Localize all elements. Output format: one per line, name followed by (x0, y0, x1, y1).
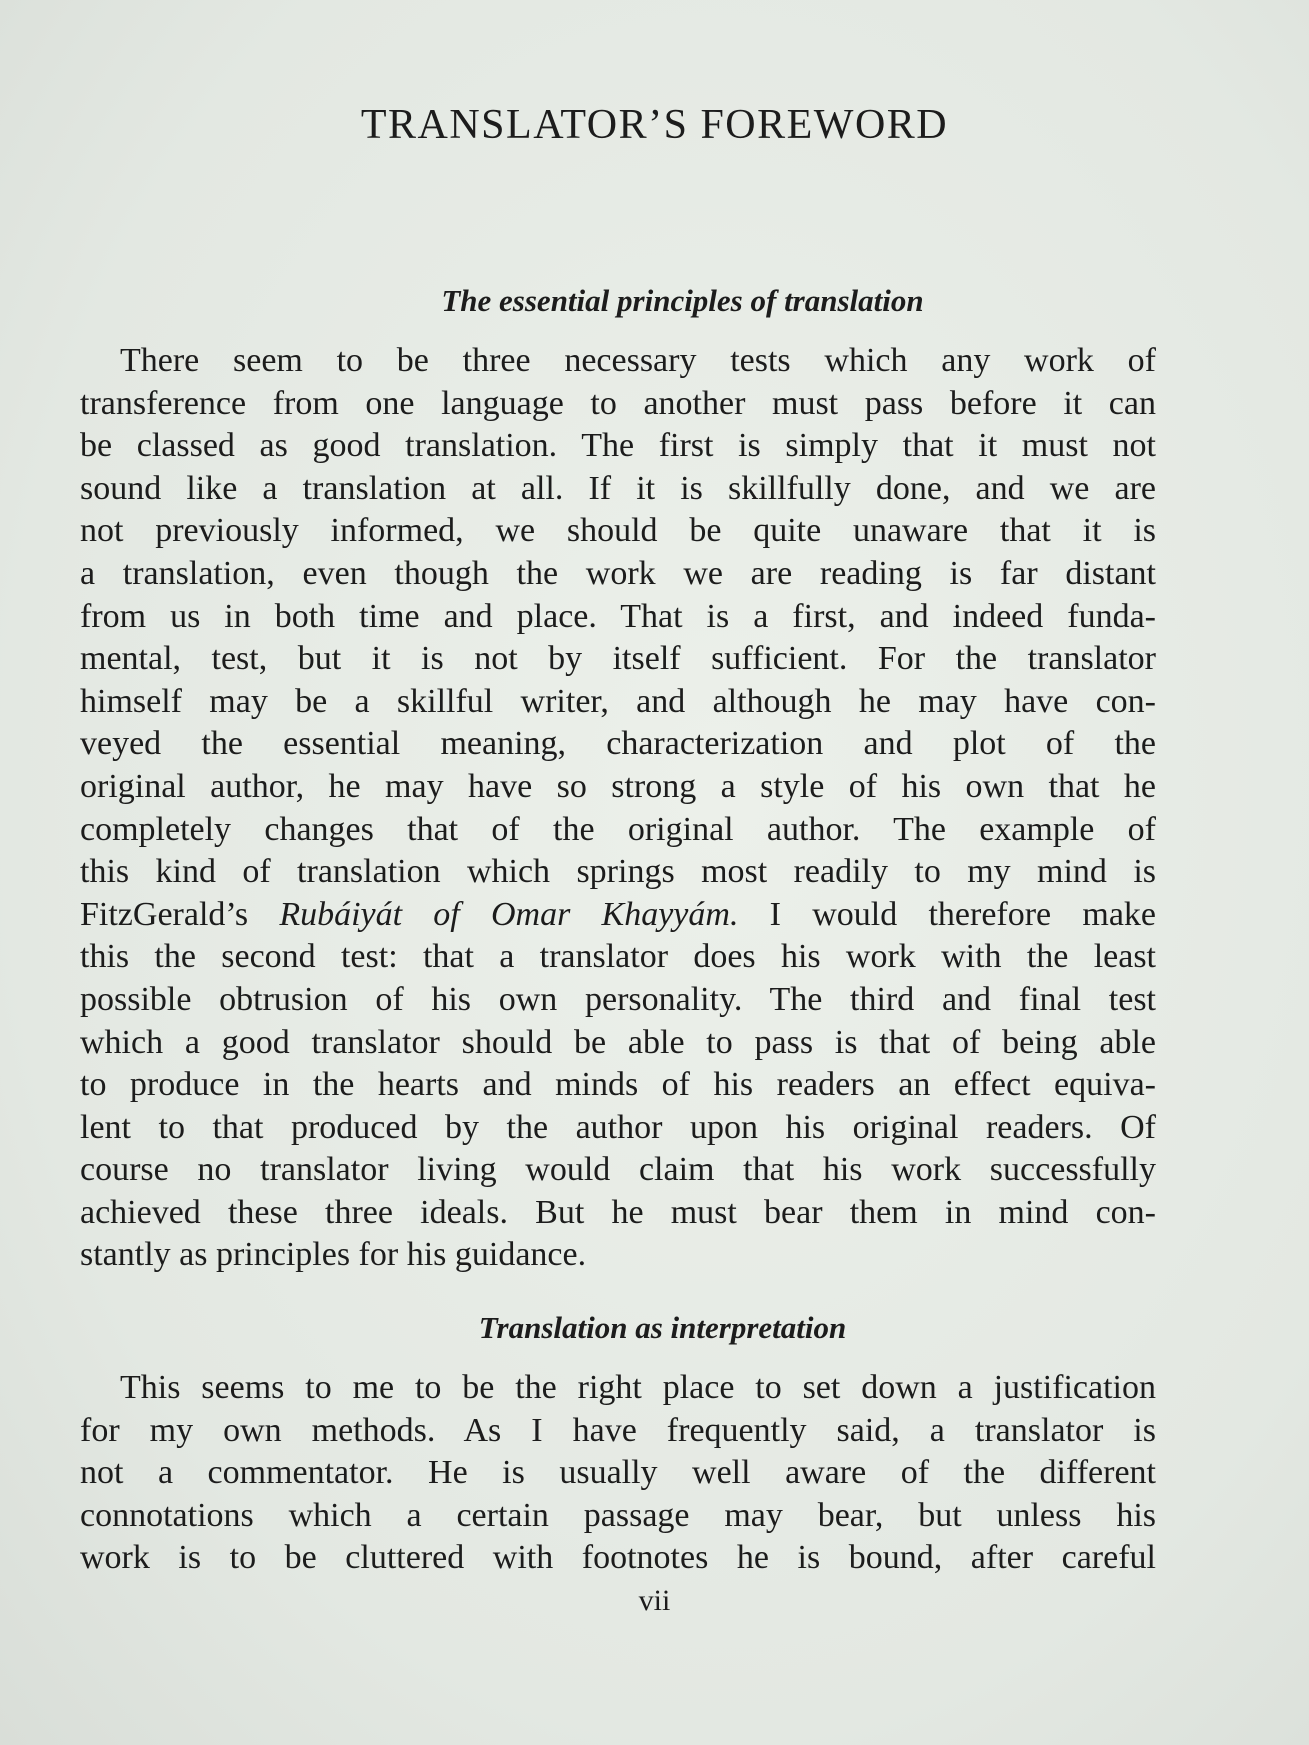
paragraph-principles (80, 340, 1156, 1277)
text-line: himself may be a skillful writer, and although he may have con- (80, 682, 1156, 720)
text-line: for my own methods. As I have frequently said, a translator is (80, 1411, 1156, 1449)
text-line: transference from one language to another must pass before it can (80, 384, 1156, 422)
text-line: achieved these three ideals. But he must bear them in mind con- (80, 1193, 1156, 1231)
book-title: Rubáiyát of Omar Khayyám. (279, 895, 739, 933)
text-line: not a commentator. He is usually well aware of the different (80, 1454, 1156, 1492)
text-line: work is to be cluttered with footnotes he is bound, after careful (80, 1539, 1156, 1577)
paragraph-interpretation (80, 1367, 1156, 1580)
page-title: TRANSLATOR’S FOREWORD (360, 102, 949, 148)
text-line: course no translator living would claim that his work successfully (80, 1151, 1156, 1189)
text-fragment: I would therefore make (738, 895, 1157, 933)
text-line: completely changes that of the original author. The example of (80, 810, 1156, 848)
text-line: this kind of translation which springs most readily to my mind is (80, 853, 1156, 891)
text-line: sound like a translation at all. If it is skillfully done, and we are (80, 469, 1156, 507)
text-line: this the second test: that a translator does his work with the least (80, 938, 1156, 976)
text-line-with-book-title (80, 894, 1156, 937)
text-line: to produce in the hearts and minds of his readers an effect equiva- (80, 1066, 1156, 1104)
text-line: veyed the essential meaning, characterization and plot of the (80, 725, 1156, 763)
text-line: be classed as good translation. The first is simply that it must not (80, 427, 1156, 465)
page-number: vii (638, 1584, 671, 1617)
text-line: lent to that produced by the author upon his original readers. Of (80, 1108, 1156, 1146)
text-line: not previously informed, we should be quite unaware that it is (80, 512, 1156, 550)
text-line: original author, he may have so strong a style of his own that he (80, 767, 1156, 805)
text-line: a translation, even though the work we are reading is far distant (80, 554, 1156, 592)
text-line: This seems to me to be the right place to set down a justification (120, 1369, 1156, 1406)
text-line: connotations which a certain passage may bear, but unless his (80, 1496, 1156, 1534)
text-line: from us in both time and place. That is a first, and indeed funda- (80, 597, 1156, 635)
text-line: possible obtrusion of his own personality. The third and final test (80, 980, 1156, 1018)
text-line: stantly as principles for his guidance. (80, 1236, 587, 1274)
section-heading-interpretation: Translation as interpretation (478, 1310, 847, 1345)
text-line: There seem to be three necessary tests which any work of (120, 342, 1156, 379)
text-line: which a good translator should be able to pass is that of being able (80, 1023, 1156, 1061)
text-line: mental, test, but it is not by itself sufficient. For the translator (80, 640, 1156, 678)
text-fragment: FitzGerald’s (80, 895, 280, 933)
section-heading-principles: The essential principles of translation (441, 283, 924, 318)
